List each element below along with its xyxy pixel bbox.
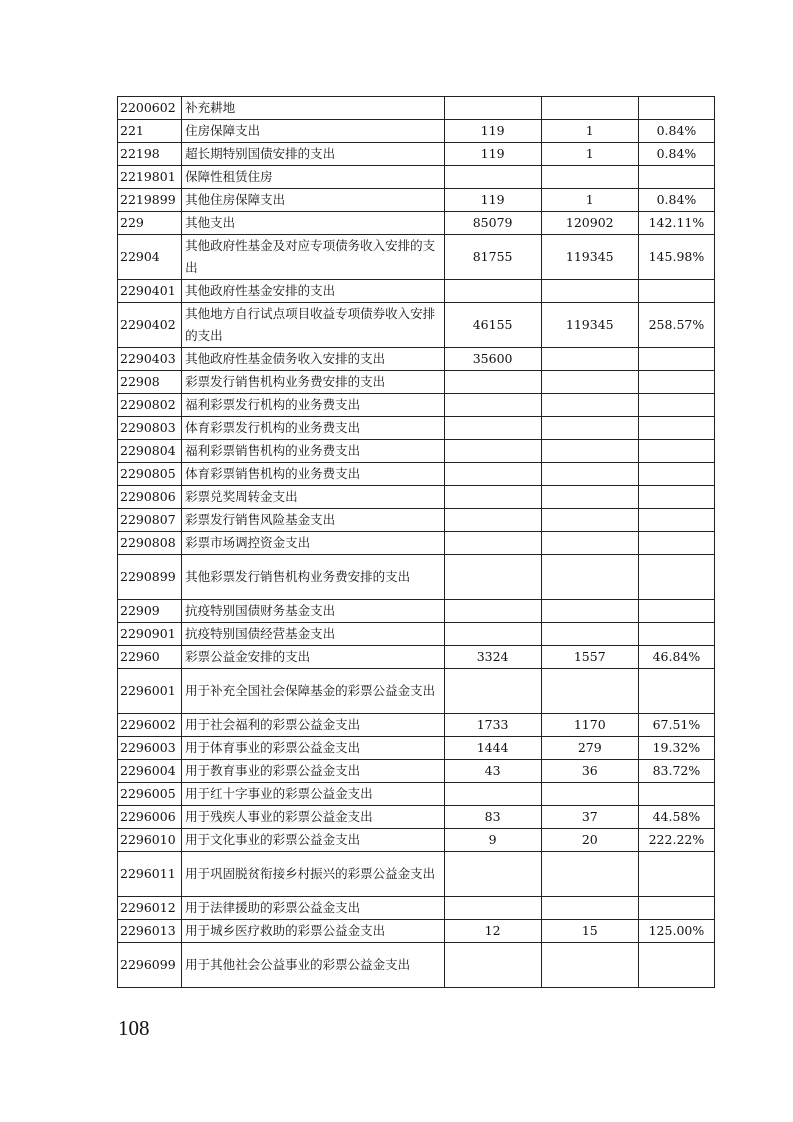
cell-value-2: 1170 — [541, 714, 638, 737]
cell-percent — [638, 852, 714, 897]
cell-code: 2296013 — [118, 920, 182, 943]
table-row — [118, 417, 715, 440]
cell-name: 用于城乡医疗救助的彩票公益金支出 — [182, 920, 444, 943]
cell-percent: 0.84% — [638, 189, 714, 212]
cell-code: 2296002 — [118, 714, 182, 737]
table-row — [118, 714, 715, 737]
cell-value-1: 1733 — [444, 714, 541, 737]
table-row — [118, 166, 715, 189]
cell-percent — [638, 371, 714, 394]
cell-value-1: 85079 — [444, 212, 541, 235]
cell-percent — [638, 669, 714, 714]
table-row — [118, 806, 715, 829]
table-row — [118, 212, 715, 235]
cell-value-2: 20 — [541, 829, 638, 852]
cell-value-2 — [541, 600, 638, 623]
cell-name: 体育彩票销售机构的业务费支出 — [182, 463, 444, 486]
cell-code: 2290403 — [118, 348, 182, 371]
cell-value-1 — [444, 532, 541, 555]
cell-code: 2296004 — [118, 760, 182, 783]
cell-percent: 46.84% — [638, 646, 714, 669]
cell-value-1: 81755 — [444, 235, 541, 280]
cell-name: 彩票市场调控资金支出 — [182, 532, 444, 555]
cell-value-2 — [541, 348, 638, 371]
table-row — [118, 120, 715, 143]
cell-code: 2296005 — [118, 783, 182, 806]
cell-code: 22908 — [118, 371, 182, 394]
cell-name: 其他支出 — [182, 212, 444, 235]
cell-name: 彩票兑奖周转金支出 — [182, 486, 444, 509]
cell-percent: 19.32% — [638, 737, 714, 760]
cell-code: 22909 — [118, 600, 182, 623]
cell-value-1 — [444, 943, 541, 988]
cell-name: 用于巩固脱贫衔接乡村振兴的彩票公益金支出 — [182, 852, 444, 897]
cell-name: 彩票发行销售机构业务费安排的支出 — [182, 371, 444, 394]
table-row — [118, 303, 715, 348]
table-row — [118, 852, 715, 897]
cell-value-1 — [444, 486, 541, 509]
cell-name: 用于法律援助的彩票公益金支出 — [182, 897, 444, 920]
cell-value-2 — [541, 852, 638, 897]
cell-value-2 — [541, 783, 638, 806]
cell-value-2 — [541, 897, 638, 920]
cell-percent — [638, 440, 714, 463]
cell-percent: 145.98% — [638, 235, 714, 280]
budget-table-body — [118, 97, 715, 988]
cell-percent: 222.22% — [638, 829, 714, 852]
cell-code: 22904 — [118, 235, 182, 280]
cell-value-2: 120902 — [541, 212, 638, 235]
cell-value-1 — [444, 417, 541, 440]
cell-code: 221 — [118, 120, 182, 143]
cell-code: 2296006 — [118, 806, 182, 829]
cell-code: 2296011 — [118, 852, 182, 897]
cell-percent: 83.72% — [638, 760, 714, 783]
cell-value-1: 119 — [444, 120, 541, 143]
cell-percent — [638, 348, 714, 371]
cell-name: 用于其他社会公益事业的彩票公益金支出 — [182, 943, 444, 988]
cell-value-1: 119 — [444, 189, 541, 212]
cell-value-2 — [541, 440, 638, 463]
cell-name: 用于残疾人事业的彩票公益金支出 — [182, 806, 444, 829]
cell-name: 体育彩票发行机构的业务费支出 — [182, 417, 444, 440]
cell-code: 22198 — [118, 143, 182, 166]
table-row — [118, 555, 715, 600]
cell-value-2 — [541, 943, 638, 988]
cell-value-2 — [541, 417, 638, 440]
cell-percent — [638, 280, 714, 303]
cell-code: 2290899 — [118, 555, 182, 600]
cell-name: 福利彩票销售机构的业务费支出 — [182, 440, 444, 463]
cell-name: 用于红十字事业的彩票公益金支出 — [182, 783, 444, 806]
cell-value-1: 1444 — [444, 737, 541, 760]
cell-value-2: 1557 — [541, 646, 638, 669]
cell-code: 2290803 — [118, 417, 182, 440]
cell-percent: 44.58% — [638, 806, 714, 829]
cell-name: 其他彩票发行销售机构业务费安排的支出 — [182, 555, 444, 600]
cell-value-1 — [444, 897, 541, 920]
cell-value-2 — [541, 463, 638, 486]
cell-name: 其他住房保障支出 — [182, 189, 444, 212]
cell-code: 2219899 — [118, 189, 182, 212]
cell-code: 2296010 — [118, 829, 182, 852]
budget-table — [117, 96, 715, 988]
cell-value-1 — [444, 555, 541, 600]
cell-value-1 — [444, 463, 541, 486]
cell-value-1: 43 — [444, 760, 541, 783]
cell-value-1 — [444, 852, 541, 897]
cell-code: 229 — [118, 212, 182, 235]
cell-code: 2290901 — [118, 623, 182, 646]
table-row — [118, 623, 715, 646]
cell-code: 2290807 — [118, 509, 182, 532]
cell-name: 其他地方自行试点项目收益专项债券收入安排的支出 — [182, 303, 444, 348]
cell-percent: 258.57% — [638, 303, 714, 348]
cell-value-1 — [444, 600, 541, 623]
cell-value-1 — [444, 166, 541, 189]
cell-value-1 — [444, 97, 541, 120]
cell-value-1 — [444, 394, 541, 417]
cell-value-2: 15 — [541, 920, 638, 943]
cell-value-2 — [541, 394, 638, 417]
cell-percent — [638, 394, 714, 417]
cell-name: 其他政府性基金及对应专项债务收入安排的支出 — [182, 235, 444, 280]
cell-value-1 — [444, 623, 541, 646]
cell-value-2 — [541, 97, 638, 120]
table-row — [118, 97, 715, 120]
cell-value-2: 279 — [541, 737, 638, 760]
cell-value-2: 37 — [541, 806, 638, 829]
cell-value-1: 46155 — [444, 303, 541, 348]
cell-value-2: 36 — [541, 760, 638, 783]
cell-value-1 — [444, 371, 541, 394]
cell-value-2 — [541, 623, 638, 646]
cell-code: 2219801 — [118, 166, 182, 189]
cell-percent — [638, 417, 714, 440]
cell-code: 2290806 — [118, 486, 182, 509]
cell-value-1: 83 — [444, 806, 541, 829]
cell-name: 彩票发行销售风险基金支出 — [182, 509, 444, 532]
cell-value-2: 119345 — [541, 235, 638, 280]
cell-value-2 — [541, 555, 638, 600]
cell-value-2: 1 — [541, 189, 638, 212]
table-row — [118, 189, 715, 212]
table-row — [118, 532, 715, 555]
cell-value-1 — [444, 440, 541, 463]
table-row — [118, 943, 715, 988]
table-row — [118, 760, 715, 783]
cell-percent — [638, 897, 714, 920]
cell-percent — [638, 943, 714, 988]
cell-code: 2290401 — [118, 280, 182, 303]
cell-value-1 — [444, 280, 541, 303]
cell-name: 住房保障支出 — [182, 120, 444, 143]
cell-percent — [638, 509, 714, 532]
cell-value-2: 1 — [541, 143, 638, 166]
cell-value-2 — [541, 669, 638, 714]
cell-code: 2290402 — [118, 303, 182, 348]
cell-percent: 0.84% — [638, 120, 714, 143]
cell-percent: 142.11% — [638, 212, 714, 235]
cell-code: 2296012 — [118, 897, 182, 920]
cell-percent: 67.51% — [638, 714, 714, 737]
table-row — [118, 440, 715, 463]
table-row — [118, 897, 715, 920]
table-row — [118, 829, 715, 852]
cell-percent — [638, 555, 714, 600]
cell-code: 2200602 — [118, 97, 182, 120]
table-row — [118, 463, 715, 486]
table-row — [118, 280, 715, 303]
cell-name: 其他政府性基金安排的支出 — [182, 280, 444, 303]
cell-value-1: 119 — [444, 143, 541, 166]
cell-name: 抗疫特别国债经营基金支出 — [182, 623, 444, 646]
cell-code: 2290805 — [118, 463, 182, 486]
cell-percent: 125.00% — [638, 920, 714, 943]
table-row — [118, 486, 715, 509]
cell-name: 用于文化事业的彩票公益金支出 — [182, 829, 444, 852]
table-row — [118, 920, 715, 943]
cell-code: 22960 — [118, 646, 182, 669]
cell-value-1 — [444, 669, 541, 714]
table-row — [118, 371, 715, 394]
cell-value-2 — [541, 532, 638, 555]
table-row — [118, 348, 715, 371]
cell-name: 抗疫特别国债财务基金支出 — [182, 600, 444, 623]
table-row — [118, 600, 715, 623]
cell-percent — [638, 783, 714, 806]
cell-value-1 — [444, 509, 541, 532]
cell-percent — [638, 166, 714, 189]
table-row — [118, 669, 715, 714]
cell-name: 彩票公益金安排的支出 — [182, 646, 444, 669]
cell-percent — [638, 623, 714, 646]
table-row — [118, 143, 715, 166]
cell-name: 补充耕地 — [182, 97, 444, 120]
cell-value-1 — [444, 783, 541, 806]
cell-percent — [638, 532, 714, 555]
cell-name: 福利彩票发行机构的业务费支出 — [182, 394, 444, 417]
cell-value-1: 35600 — [444, 348, 541, 371]
cell-name: 用于教育事业的彩票公益金支出 — [182, 760, 444, 783]
cell-name: 用于社会福利的彩票公益金支出 — [182, 714, 444, 737]
cell-value-1: 3324 — [444, 646, 541, 669]
cell-value-2 — [541, 371, 638, 394]
cell-code: 2296099 — [118, 943, 182, 988]
cell-code: 2290802 — [118, 394, 182, 417]
cell-code: 2290808 — [118, 532, 182, 555]
cell-value-1: 9 — [444, 829, 541, 852]
cell-name: 用于补充全国社会保障基金的彩票公益金支出 — [182, 669, 444, 714]
cell-value-2 — [541, 166, 638, 189]
cell-value-2: 1 — [541, 120, 638, 143]
cell-value-2 — [541, 486, 638, 509]
cell-percent: 0.84% — [638, 143, 714, 166]
cell-name: 用于体育事业的彩票公益金支出 — [182, 737, 444, 760]
cell-percent — [638, 486, 714, 509]
table-row — [118, 737, 715, 760]
cell-code: 2296003 — [118, 737, 182, 760]
cell-value-2 — [541, 280, 638, 303]
cell-name: 保障性租赁住房 — [182, 166, 444, 189]
table-row — [118, 394, 715, 417]
cell-percent — [638, 600, 714, 623]
cell-name: 其他政府性基金债务收入安排的支出 — [182, 348, 444, 371]
cell-value-2 — [541, 509, 638, 532]
table-row — [118, 509, 715, 532]
cell-code: 2290804 — [118, 440, 182, 463]
table-row — [118, 646, 715, 669]
cell-value-2: 119345 — [541, 303, 638, 348]
table-row — [118, 783, 715, 806]
cell-code: 2296001 — [118, 669, 182, 714]
page-number: 108 — [118, 1016, 150, 1040]
cell-value-1: 12 — [444, 920, 541, 943]
cell-name: 超长期特别国债安排的支出 — [182, 143, 444, 166]
cell-percent — [638, 463, 714, 486]
table-row — [118, 235, 715, 280]
cell-percent — [638, 97, 714, 120]
